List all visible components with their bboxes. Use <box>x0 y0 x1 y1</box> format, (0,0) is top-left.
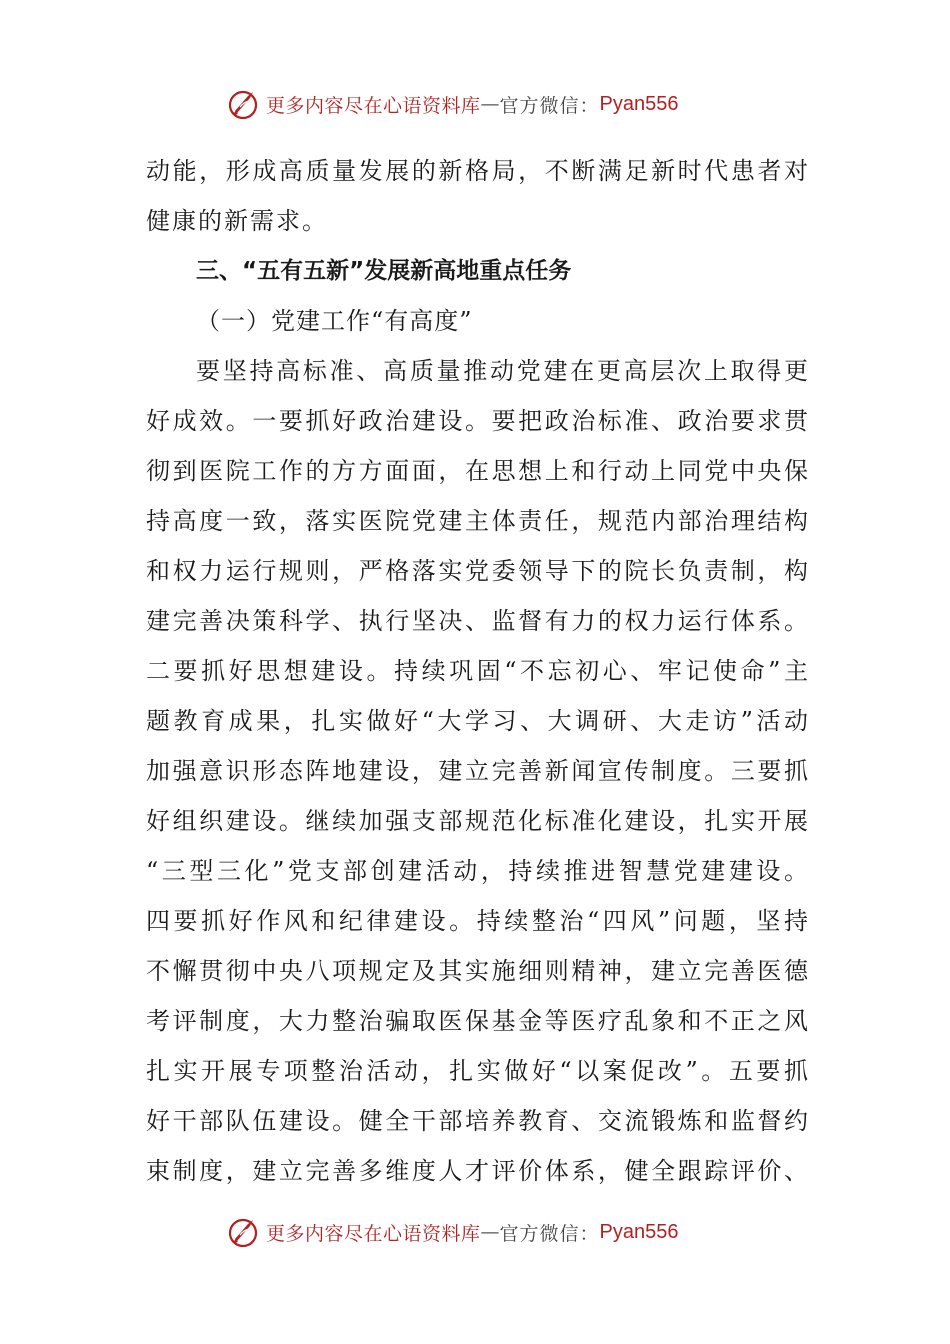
watermark-wechat-id: Pyan556 <box>599 1220 679 1243</box>
pen-logo-icon <box>226 86 262 122</box>
paragraph-line: 好成效。一要抓好政治建设。要把政治标准、政治要求贯 <box>146 407 808 435</box>
paragraph-line: 加强意识形态阵地建设，建立完善新闻宣传制度。三要抓 <box>146 757 808 785</box>
paragraph-line: 建完善决策科学、执行坚决、监督有力的权力运行体系。 <box>146 607 808 635</box>
paragraph-line: 要坚持高标准、高质量推动党建在更高层次上取得更 <box>196 357 808 385</box>
document-body <box>146 146 808 1196</box>
paragraph-line: 健康的新需求。 <box>146 207 328 235</box>
paragraph-line: 考评制度，大力整治骗取医保基金等医疗乱象和不正之风 <box>146 1007 808 1035</box>
watermark-brand: 更多内容尽在心语资料库 <box>266 1222 481 1245</box>
pen-logo-icon <box>226 1214 262 1250</box>
paragraph-line: 二要抓好思想建设。持续巩固“不忘初心、牢记使命”主 <box>146 657 808 685</box>
paragraph-line: 题教育成果，扎实做好“大学习、大调研、大走访”活动 <box>146 707 808 735</box>
watermark-official-label: 官方微信： <box>499 94 600 117</box>
watermark-dash: — <box>480 1221 500 1243</box>
paragraph-line: 不懈贯彻中央八项规定及其实施细则精神，建立完善医德 <box>146 957 808 985</box>
watermark-official-label: 官方微信： <box>499 1222 600 1245</box>
paragraph-line: 束制度，建立完善多维度人才评价体系，健全跟踪评价、 <box>146 1157 808 1185</box>
paragraph-line: 持高度一致，落实医院党建主体责任，规范内部治理结构 <box>146 507 808 535</box>
paragraph-line: “三型三化”党支部创建活动，持续推进智慧党建建设。 <box>146 857 808 885</box>
paragraph-line: 扎实开展专项整治活动，扎实做好“以案促改”。五要抓 <box>146 1057 808 1085</box>
watermark-footer <box>226 1212 679 1252</box>
watermark-brand: 更多内容尽在心语资料库 <box>266 94 481 117</box>
subsection-heading: （一）党建工作“有高度” <box>196 307 473 335</box>
watermark-dash: — <box>480 93 500 115</box>
paragraph-line: 彻到医院工作的方方面面，在思想上和行动上同党中央保 <box>146 457 808 485</box>
paragraph-line: 动能，形成高质量发展的新格局，不断满足新时代患者对 <box>146 157 808 185</box>
section-heading: 三、“五有五新”发展新高地重点任务 <box>196 258 572 284</box>
watermark-wechat-id: Pyan556 <box>599 92 679 115</box>
paragraph-line: 好干部队伍建设。健全干部培养教育、交流锻炼和监督约 <box>146 1107 808 1135</box>
paragraph-line: 四要抓好作风和纪律建设。持续整治“四风”问题，坚持 <box>146 907 808 935</box>
paragraph-line: 好组织建设。继续加强支部规范化标准化建设，扎实开展 <box>146 807 808 835</box>
watermark-header <box>226 84 679 124</box>
paragraph-line: 和权力运行规则，严格落实党委领导下的院长负责制，构 <box>146 557 808 585</box>
